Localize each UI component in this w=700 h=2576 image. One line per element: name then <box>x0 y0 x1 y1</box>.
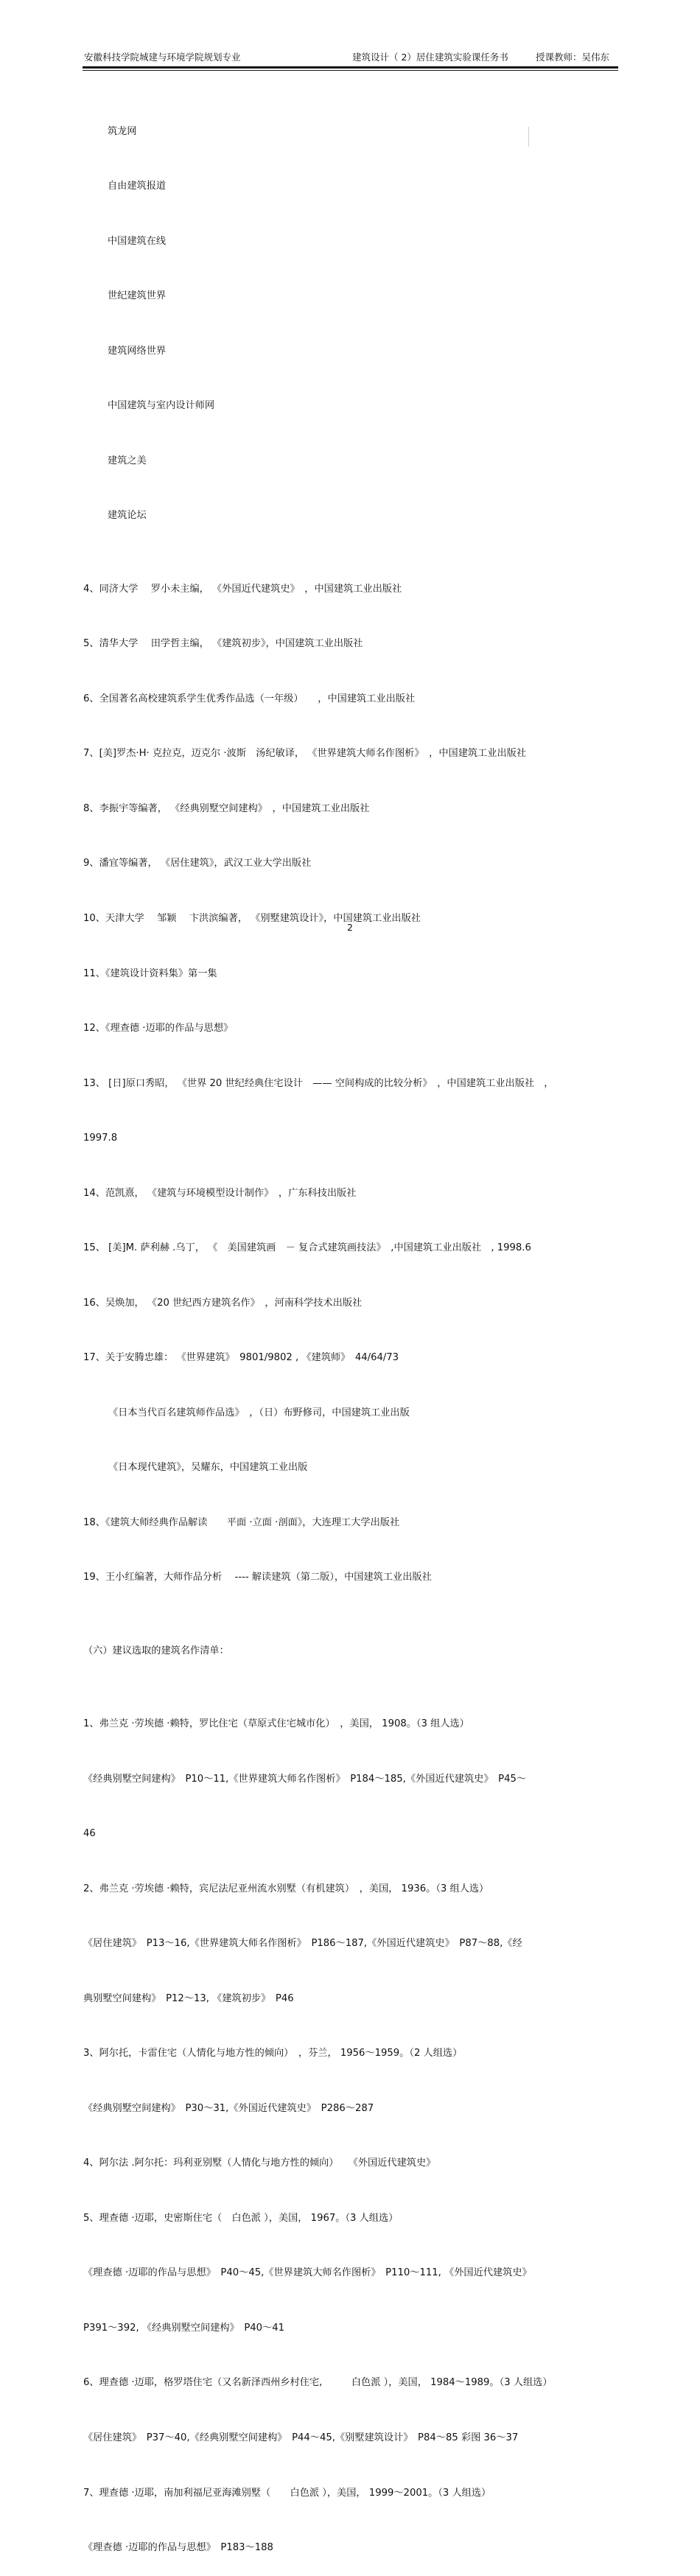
reference-subitem: 《日本当代百名建筑师作品选》 ，（日）布野修司，中国建筑工业出版 <box>108 1407 410 1418</box>
header-course-title: 建筑设计（ 2）居住建筑实验课任务书 <box>352 52 508 63</box>
website-item: 建筑网络世界 <box>108 345 167 357</box>
reference-item: 17、关于安腾忠雄： 《世界建筑》 9801/9802 , 《建筑师》 44/64/73 <box>83 1352 399 1364</box>
reference-item: 4、同济大学 罗小未主编， 《外国近代建筑史》 ，中国建筑工业出版社 <box>83 583 402 595</box>
work-item: 1、弗兰克 ·劳埃德 ·赖特，罗比住宅（草原式住宅城市化） ，美国， 1908。（3 组人选） <box>83 1718 469 1730</box>
work-pages: 《居住建筑》 P37～40,《经典别墅空间建构》 P44～45,《别墅建筑设计》 P84～85 彩图 36～37 <box>83 2432 519 2443</box>
reference-item: 14、范凯熹， 《建筑与环境模型设计制作》 ，广东科技出版社 <box>83 1187 357 1199</box>
website-item: 世纪建筑世界 <box>108 290 167 302</box>
website-item: 中国建筑在线 <box>108 235 167 247</box>
work-pages: 《经典别墅空间建构》 P30～31,《外国近代建筑史》 P286～287 <box>83 2102 374 2114</box>
website-item: 建筑论坛 <box>108 510 147 522</box>
reference-item: 18、《建筑大师经典作品解读 平面 ·立面 ·剖面》，大连理工大学出版社 <box>83 1516 400 1528</box>
work-item: 2、弗兰克 ·劳埃德 ·赖特，宾尼法尼亚州流水别墅（有机建筑） ，美国， 1936。（3 组人选） <box>83 1883 489 1894</box>
reference-item: 7、[美]罗杰·H· 克拉克，迈克尔 ·波斯 汤纪敏译， 《世界建筑大师名作图析》 ，中国建筑工业出版社 <box>83 748 527 760</box>
work-pages: 46 <box>83 1828 96 1840</box>
reference-subitem: 《日本现代建筑》，吴耀东，中国建筑工业出版 <box>108 1462 308 1474</box>
header-instructor: 授课教师：吴伟东 <box>536 52 610 63</box>
section-title: （六）建议选取的建筑名作清单： <box>83 1645 229 1656</box>
reference-item-continued: 1997.8 <box>83 1133 118 1144</box>
work-pages: 《理查德 ·迈耶的作品与思想》 P40～45,《世界建筑大师名作图析》 P110～111, 《外国近代建筑史》 <box>83 2267 532 2279</box>
work-pages: P391～392, 《经典别墅空间建构》 P40～41 <box>83 2322 285 2334</box>
work-pages: 《经典别墅空间建构》 P10～11,《世界建筑大师名作图析》 P184～185,《外国近代建筑史》 P45～ <box>83 1773 527 1785</box>
reference-item: 15、 [美]M. 萨利赫 .乌丁， 《 美国建筑画 － 复合式建筑画技法》 ,中国建筑工业出版社 , 1998.6 <box>83 1242 531 1254</box>
reference-item: 5、清华大学 田学哲主编， 《建筑初步》，中国建筑工业出版社 <box>83 638 363 650</box>
reference-item: 6、全国著名高校建筑系学生优秀作品选（一年级） ，中国建筑工业出版社 <box>83 693 416 704</box>
work-pages: 《居住建筑》 P13～16,《世界建筑大师名作图析》 P186～187,《外国近代建筑史》 P87～88,《经 <box>83 1938 522 1950</box>
website-item: 建筑之美 <box>108 455 147 466</box>
header-rule-thin <box>83 70 618 71</box>
reference-item: 16、吴焕加， 《20 世纪西方建筑名作》 ，河南科学技术出版社 <box>83 1297 363 1309</box>
work-item: 3、阿尔托，卡雷住宅（人情化与地方性的倾向） ，芬兰， 1956～1959。（2 人组选） <box>83 2048 463 2059</box>
website-item: 自由建筑报道 <box>108 181 167 192</box>
reference-item: 9、潘宜等编著， 《居住建筑》，武汉工业大学出版社 <box>83 858 312 869</box>
reference-item: 19、王小红编著，大师作品分析 ---- 解读建筑（第二版），中国建筑工业出版社 <box>83 1572 432 1583</box>
reference-item: 11、《建筑设计资料集》第一集 <box>83 967 217 979</box>
header-institution: 安徽科技学院城建与环境学院规划专业 <box>84 52 241 63</box>
work-pages: 典别墅空间建构》 P12～13, 《建筑初步》 P46 <box>83 1992 294 2004</box>
website-item: 筑龙网 <box>108 125 137 137</box>
work-pages: 《理查德 ·迈耶的作品与思想》 P183～188 <box>83 2542 273 2554</box>
page-number: 2 <box>347 922 353 933</box>
website-item: 中国建筑与室内设计师网 <box>108 400 215 412</box>
header-rule-thick <box>83 66 618 69</box>
work-item: 6、理查德 ·迈耶，格罗塔住宅（又名新泽西州乡村住宅, 白色派 ），美国， 1984～1989。（3 人组选） <box>83 2377 553 2389</box>
document-body <box>83 86 619 2576</box>
work-item: 7、理查德 ·迈耶，南加利福尼亚海滩别墅（ 白色派 ），美国， 1999～2001。（3 人组选） <box>83 2487 491 2499</box>
reference-item: 12、《理查德 ·迈耶的作品与思想》 <box>83 1023 234 1035</box>
work-item: 5、理查德 ·迈耶，史密斯住宅（ 白色派 ），美国， 1967。（3 人组选） <box>83 2212 399 2224</box>
work-item: 4、阿尔法 .阿尔托：玛利亚别墅（人情化与地方性的倾向） 《外国近代建筑史》 <box>83 2157 436 2169</box>
reference-item: 10、天津大学 邹颖 卞洪滨编著， 《别墅建筑设计》，中国建筑工业出版社 <box>83 912 421 924</box>
page-header <box>83 49 618 63</box>
reference-item: 13、 [日]原口秀昭， 《世界 20 世纪经典住宅设计 —— 空间构成的比较分析》 ，中国建筑工业出版社 ， <box>83 1077 554 1089</box>
reference-item: 8、李振宇等编著， 《经典别墅空间建构》 ，中国建筑工业出版社 <box>83 802 370 814</box>
